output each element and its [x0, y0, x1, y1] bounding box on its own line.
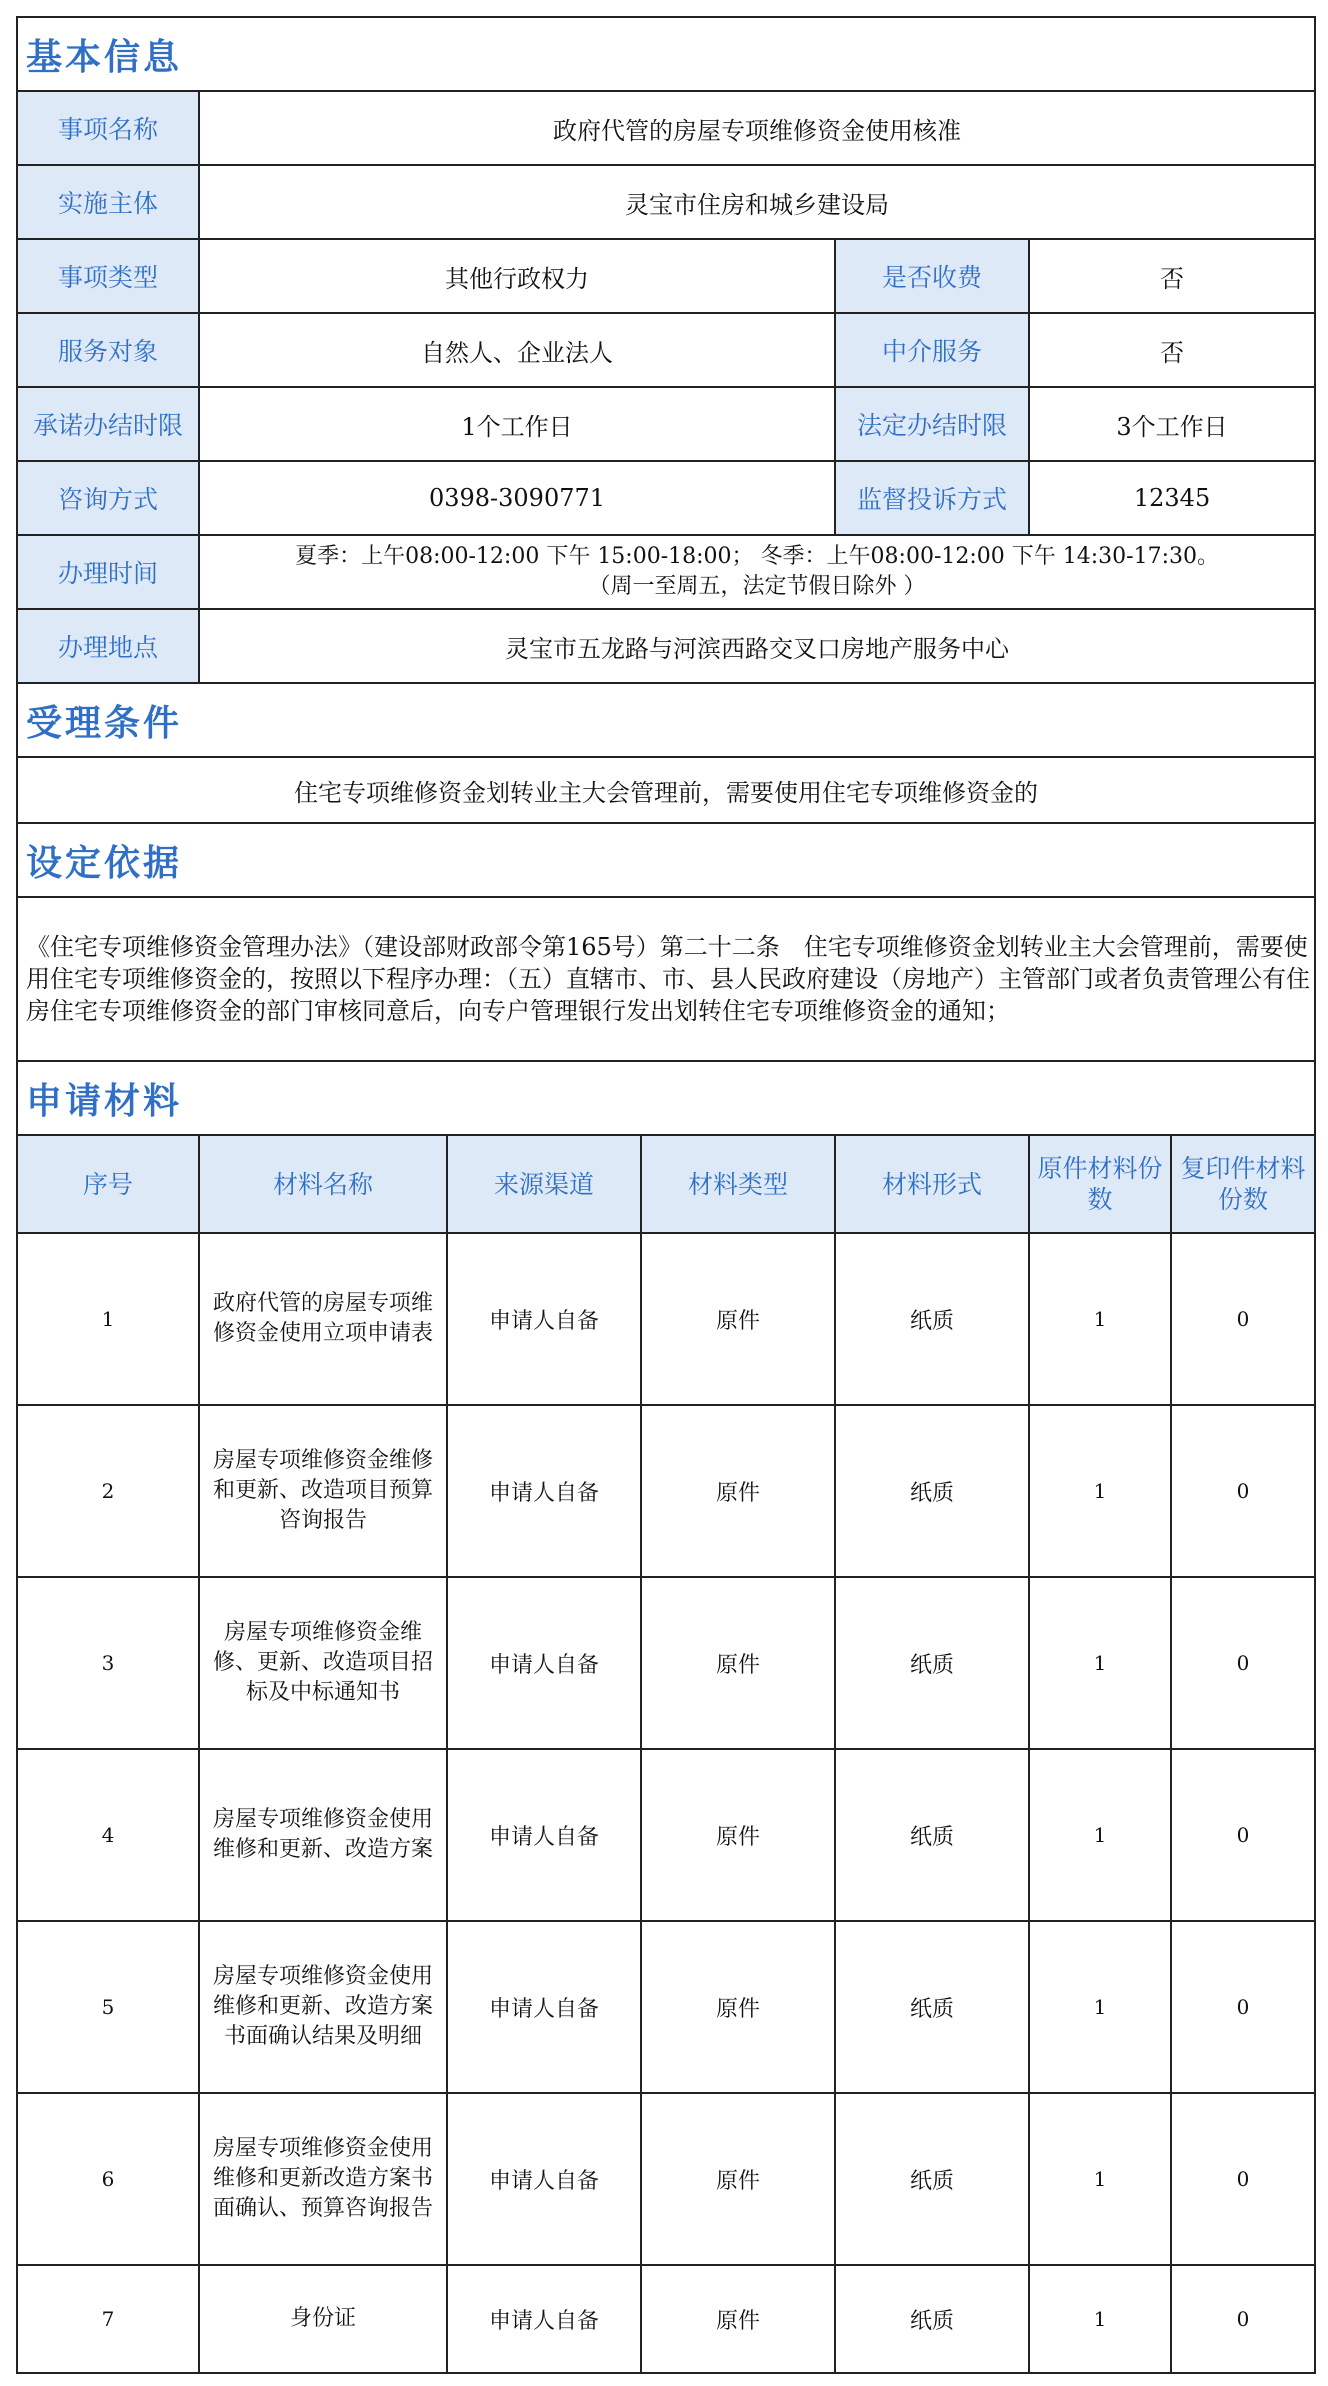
column-header-kind: 材料类型 — [641, 1135, 835, 1233]
section-header-basis: 设定依据 — [17, 823, 1315, 897]
value-item-name: 政府代管的房屋专项维修资金使用核准 — [199, 91, 1315, 165]
material-name: 房屋专项维修资金维修、更新、改造项目招标及中标通知书 — [199, 1577, 447, 1749]
column-header-copy-count: 复印件材料份数 — [1171, 1135, 1315, 1233]
material-original-count: 1 — [1029, 1233, 1171, 1405]
column-header-form: 材料形式 — [835, 1135, 1029, 1233]
material-copy-count: 0 — [1171, 1405, 1315, 1577]
material-name: 房屋专项维修资金使用维修和更新、改造方案书面确认结果及明细 — [199, 1921, 447, 2093]
basis-text: 《住宅专项维修资金管理办法》（建设部财政部令第165号）第二十二条 住宅专项维修资金划转业主大会管理前，需要使用住宅专项维修资金的，按照以下程序办理：（五）直辖市、市、县人民政府建设（房地产）主管部门或者负责管理公有住房住宅专项维修资金的部门审核同意后，向专户管理银行发出划转住宅专项维修资金的通知； — [17, 897, 1315, 1061]
label-item-name: 事项名称 — [17, 91, 199, 165]
material-copy-count: 0 — [1171, 1577, 1315, 1749]
label-consult: 咨询方式 — [17, 461, 199, 535]
material-form: 纸质 — [835, 1577, 1029, 1749]
material-form: 纸质 — [835, 2093, 1029, 2265]
section-header-materials: 申请材料 — [17, 1061, 1315, 1135]
table-row — [17, 1405, 1315, 1577]
value-office-hours — [199, 535, 1315, 609]
material-no: 2 — [17, 1405, 199, 1577]
material-name: 政府代管的房屋专项维修资金使用立项申请表 — [199, 1233, 447, 1405]
label-subject: 实施主体 — [17, 165, 199, 239]
material-name: 房屋专项维修资金使用维修和更新、改造方案 — [199, 1749, 447, 1921]
label-promise-time: 承诺办结时限 — [17, 387, 199, 461]
material-copy-count: 0 — [1171, 1233, 1315, 1405]
label-legal-time: 法定办结时限 — [835, 387, 1029, 461]
material-source: 申请人自备 — [447, 1233, 641, 1405]
section-header-condition: 受理条件 — [17, 683, 1315, 757]
material-original-count: 1 — [1029, 2093, 1171, 2265]
table-row — [17, 1577, 1315, 1749]
material-no: 1 — [17, 1233, 199, 1405]
table-row — [17, 2265, 1315, 2373]
material-original-count: 1 — [1029, 1921, 1171, 2093]
material-no: 6 — [17, 2093, 199, 2265]
material-name: 房屋专项维修资金维修和更新、改造项目预算咨询报告 — [199, 1405, 447, 1577]
material-form: 纸质 — [835, 1921, 1029, 2093]
material-name: 房屋专项维修资金使用维修和更新改造方案书面确认、预算咨询报告 — [199, 2093, 447, 2265]
material-form: 纸质 — [835, 1749, 1029, 1921]
material-original-count: 1 — [1029, 1405, 1171, 1577]
material-name: 身份证 — [199, 2265, 447, 2373]
service-guide-table — [16, 16, 1316, 2374]
value-fee: 否 — [1029, 239, 1315, 313]
material-copy-count: 0 — [1171, 1921, 1315, 2093]
material-form: 纸质 — [835, 2265, 1029, 2373]
material-no: 7 — [17, 2265, 199, 2373]
material-source: 申请人自备 — [447, 1921, 641, 2093]
table-row — [17, 1233, 1315, 1405]
material-kind: 原件 — [641, 1405, 835, 1577]
material-source: 申请人自备 — [447, 1749, 641, 1921]
material-kind: 原件 — [641, 2265, 835, 2373]
material-original-count: 1 — [1029, 1749, 1171, 1921]
material-no: 3 — [17, 1577, 199, 1749]
material-original-count: 1 — [1029, 2265, 1171, 2373]
material-source: 申请人自备 — [447, 2265, 641, 2373]
condition-text: 住宅专项维修资金划转业主大会管理前，需要使用住宅专项维修资金的 — [17, 757, 1315, 823]
value-agent-service: 否 — [1029, 313, 1315, 387]
label-service-target: 服务对象 — [17, 313, 199, 387]
office-hours-line-2: （周一至周五，法定节假日除外 ） — [588, 574, 926, 599]
label-complain: 监督投诉方式 — [835, 461, 1029, 535]
office-hours-line-1: 夏季：上午08:00-12:00 下午 15:00-18:00； 冬季：上午08:00-12:00 下午 14:30-17:30。 — [295, 544, 1219, 569]
column-header-name: 材料名称 — [199, 1135, 447, 1233]
label-fee: 是否收费 — [835, 239, 1029, 313]
material-copy-count: 0 — [1171, 2265, 1315, 2373]
value-office-place: 灵宝市五龙路与河滨西路交叉口房地产服务中心 — [199, 609, 1315, 683]
material-copy-count: 0 — [1171, 2093, 1315, 2265]
label-office-place: 办理地点 — [17, 609, 199, 683]
material-kind: 原件 — [641, 1921, 835, 2093]
table-row — [17, 1749, 1315, 1921]
material-no: 4 — [17, 1749, 199, 1921]
label-agent-service: 中介服务 — [835, 313, 1029, 387]
material-no: 5 — [17, 1921, 199, 2093]
material-copy-count: 0 — [1171, 1749, 1315, 1921]
material-source: 申请人自备 — [447, 1577, 641, 1749]
value-service-target: 自然人、企业法人 — [199, 313, 835, 387]
value-consult: 0398-3090771 — [199, 461, 835, 535]
value-promise-time: 1个工作日 — [199, 387, 835, 461]
material-source: 申请人自备 — [447, 1405, 641, 1577]
column-header-source: 来源渠道 — [447, 1135, 641, 1233]
section-header-basic-info: 基本信息 — [17, 17, 1315, 91]
material-form: 纸质 — [835, 1405, 1029, 1577]
material-original-count: 1 — [1029, 1577, 1171, 1749]
value-subject: 灵宝市住房和城乡建设局 — [199, 165, 1315, 239]
table-row — [17, 2093, 1315, 2265]
column-header-original-count: 原件材料份数 — [1029, 1135, 1171, 1233]
label-office-hours: 办理时间 — [17, 535, 199, 609]
label-item-type: 事项类型 — [17, 239, 199, 313]
material-form: 纸质 — [835, 1233, 1029, 1405]
material-kind: 原件 — [641, 2093, 835, 2265]
material-source: 申请人自备 — [447, 2093, 641, 2265]
material-kind: 原件 — [641, 1577, 835, 1749]
value-legal-time: 3个工作日 — [1029, 387, 1315, 461]
column-header-no: 序号 — [17, 1135, 199, 1233]
table-row — [17, 1921, 1315, 2093]
material-kind: 原件 — [641, 1233, 835, 1405]
material-kind: 原件 — [641, 1749, 835, 1921]
value-complain: 12345 — [1029, 461, 1315, 535]
value-item-type: 其他行政权力 — [199, 239, 835, 313]
